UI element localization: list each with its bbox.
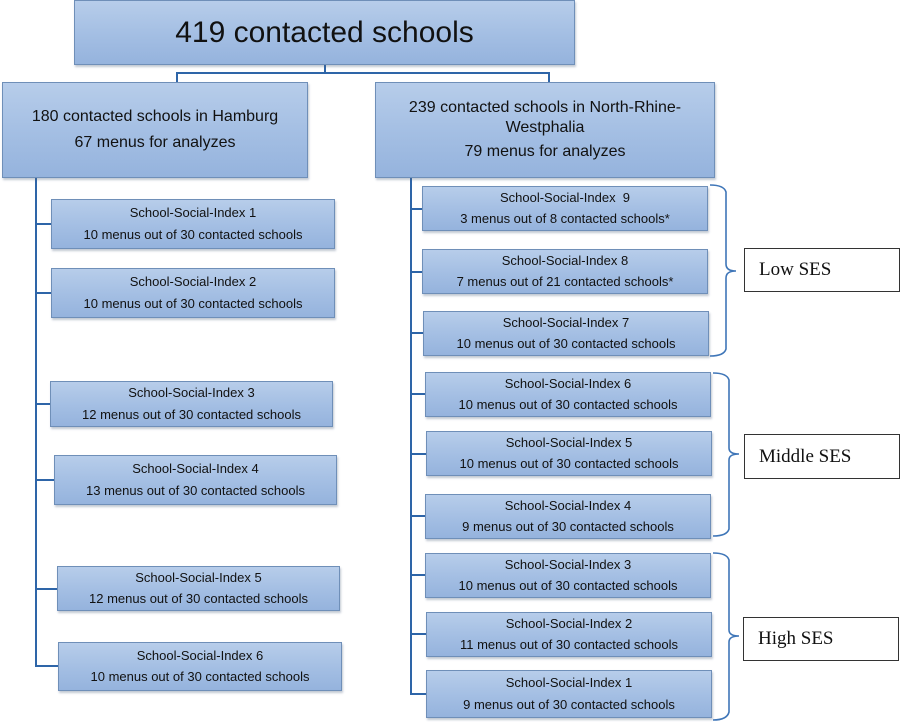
index-title: School-Social-Index 2	[505, 615, 633, 631]
hamburg-index-5	[57, 566, 340, 611]
hamburg-index-6	[58, 642, 342, 691]
index-detail: 10 menus out of 30 contacted schools	[458, 397, 678, 412]
nrw-branch-3	[410, 332, 423, 334]
hamburg-index-2	[51, 268, 335, 318]
index-title: School-Social-Index 4	[132, 461, 259, 477]
hamburg-branch-4	[35, 479, 54, 481]
hamburg-schools: 180 contacted schools in Hamburg	[31, 108, 279, 125]
hamburg-index-3	[50, 381, 333, 427]
hamburg-box	[2, 82, 308, 178]
nrw-index-6	[425, 372, 711, 417]
hamburg-branch-6	[35, 665, 59, 667]
nrw-index-5	[426, 431, 712, 476]
index-title: School-Social-Index 2	[129, 274, 257, 290]
hamburg-branch-3	[35, 403, 50, 405]
hamburg-branch-2	[35, 292, 51, 294]
nrw-branch-4	[410, 393, 425, 395]
nrw-index-3	[425, 553, 711, 598]
nrw-index-2	[426, 612, 712, 657]
index-title: School-Social-Index 5	[135, 569, 262, 585]
nrw-branch-6	[410, 515, 425, 517]
hamburg-index-4	[54, 455, 337, 505]
index-title: School-Social-Index 5	[505, 434, 633, 450]
index-title: School-Social-Index 1	[505, 675, 633, 691]
index-title: School-Social-Index 8	[501, 252, 629, 268]
nrw-index-9	[422, 186, 708, 231]
index-title: School-Social-Index 3	[128, 385, 255, 401]
nrw-branch-7	[410, 574, 425, 576]
ses-label-middle	[744, 434, 900, 479]
index-title: School-Social-Index 6	[504, 375, 632, 391]
index-detail: 10 menus out of 30 contacted schools	[90, 669, 310, 684]
connector-root-horizontal	[176, 72, 550, 74]
hamburg-branch-5	[35, 588, 57, 590]
index-detail: 12 menus out of 30 contacted schools	[89, 591, 308, 606]
index-title: School-Social-Index 3	[504, 556, 632, 572]
brace-middle-ses	[711, 372, 743, 538]
nrw-branch-9	[410, 693, 426, 695]
index-detail: 13 menus out of 30 contacted schools	[86, 482, 305, 498]
ses-label-text: High SES	[758, 628, 834, 649]
index-detail: 11 menus out of 30 contacted schools	[459, 637, 678, 652]
index-title: School-Social-Index 9	[499, 189, 631, 205]
nrw-box	[375, 82, 715, 178]
brace-high-ses	[711, 552, 743, 722]
hamburg-menus: 67 menus for analyzes	[74, 134, 236, 151]
hamburg-branch-1	[35, 223, 51, 225]
ses-label-low	[744, 248, 900, 292]
root-label: 419 contacted schools	[175, 15, 474, 49]
index-detail: 10 menus out of 30 contacted schools	[83, 226, 303, 242]
ses-label-text: Low SES	[759, 259, 832, 280]
nrw-index-1	[426, 670, 712, 718]
hamburg-trunk	[35, 178, 37, 667]
nrw-index-4	[425, 494, 711, 539]
index-title: School-Social-Index 7	[502, 314, 630, 330]
nrw-schools: 239 contacted schools in North-Rhine-Westphalia	[408, 99, 682, 136]
index-detail: 10 menus out of 30 contacted schools	[458, 578, 678, 593]
index-title: School-Social-Index 6	[136, 647, 264, 663]
index-detail: 10 menus out of 30 contacted schools	[456, 336, 676, 351]
index-detail: 9 menus out of 30 contacted schools	[462, 519, 674, 534]
nrw-index-7	[423, 311, 709, 356]
nrw-branch-5	[410, 453, 426, 455]
nrw-trunk	[410, 178, 412, 695]
nrw-branch-8	[410, 633, 426, 635]
index-title: School-Social-Index 4	[504, 497, 632, 513]
index-detail: 9 menus out of 30 contacted schools	[463, 696, 675, 712]
index-detail: 3 menus out of 8 contacted schools*	[460, 211, 670, 226]
root-box	[74, 0, 575, 65]
hamburg-index-1	[51, 199, 335, 249]
index-detail: 10 menus out of 30 contacted schools	[459, 456, 679, 471]
index-title: School-Social-Index 1	[129, 205, 257, 221]
nrw-menus: 79 menus for analyzes	[464, 143, 626, 160]
ses-label-high	[743, 617, 899, 661]
index-detail: 12 menus out of 30 contacted schools	[82, 406, 301, 422]
ses-label-text: Middle SES	[759, 445, 852, 467]
index-detail: 10 menus out of 30 contacted schools	[83, 295, 303, 311]
brace-low-ses	[708, 184, 740, 358]
nrw-index-8	[422, 249, 708, 294]
index-detail: 7 menus out of 21 contacted schools*	[456, 274, 674, 289]
